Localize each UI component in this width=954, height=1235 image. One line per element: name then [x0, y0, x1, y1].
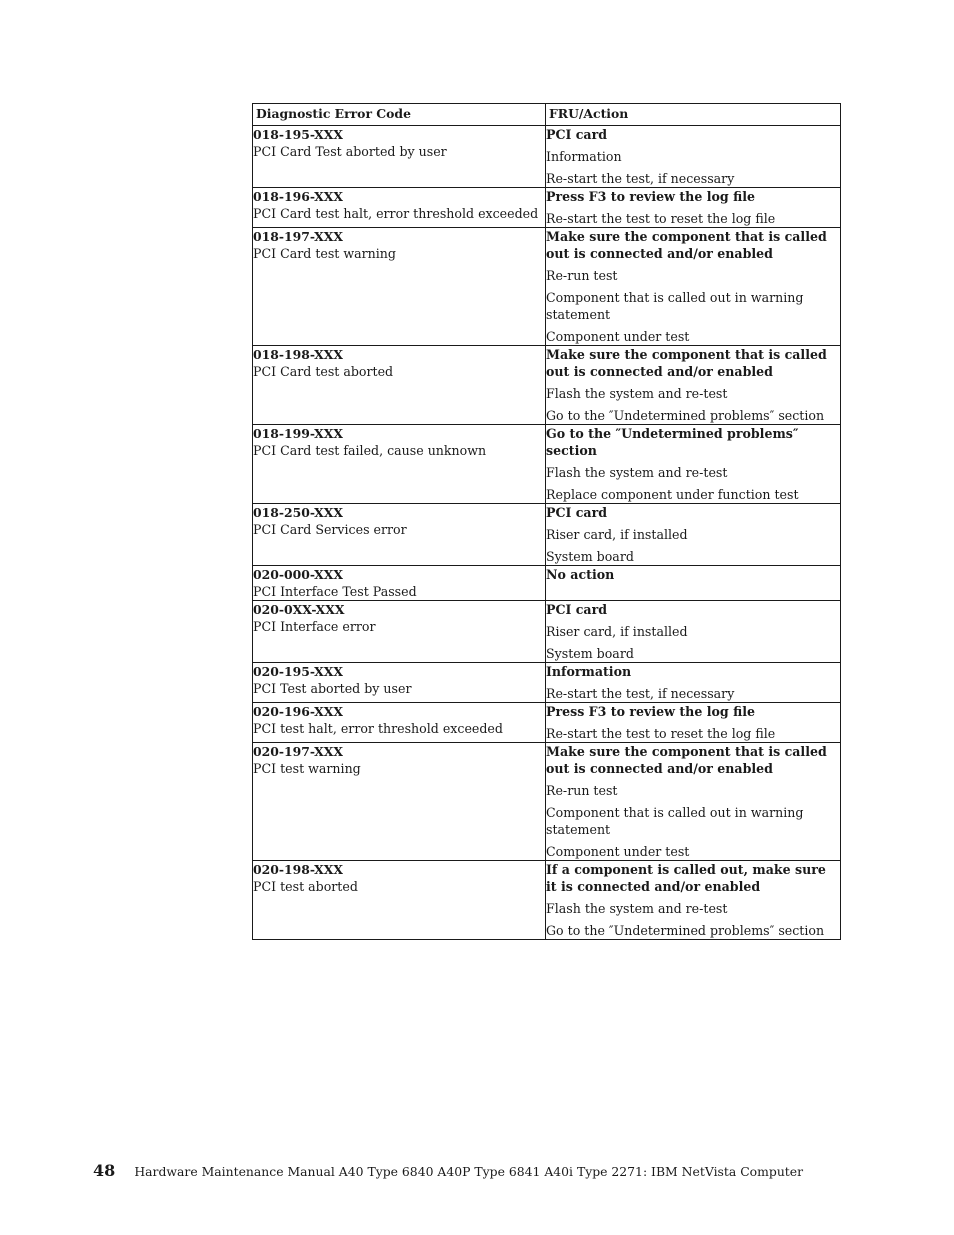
error-code-cell — [253, 126, 546, 188]
table-row — [253, 504, 841, 566]
table-row — [253, 743, 841, 861]
fru-action-item: Re-run test — [546, 783, 618, 798]
error-description: PCI Card test halt, error threshold exceeded — [253, 206, 539, 221]
error-code: 018-195-XXX — [253, 127, 343, 142]
error-code-cell — [253, 188, 546, 228]
fru-action-cell — [546, 743, 841, 861]
table-row — [253, 346, 841, 425]
table-row — [253, 425, 841, 504]
error-code: 018-198-XXX — [253, 347, 343, 362]
error-description: PCI Card test failed, cause unknown — [253, 443, 487, 458]
error-code: 018-250-XXX — [253, 505, 343, 520]
footer-title: Hardware Maintenance Manual A40 Type 6840 A40P Type 6841 A40i Type 2271: IBM NetVista Computer — [134, 1164, 804, 1179]
error-code: 020-197-XXX — [253, 744, 343, 759]
fru-action-item: Component that is called out in warning statement — [546, 805, 804, 837]
fru-action-cell — [546, 663, 841, 703]
table-body — [253, 126, 841, 940]
fru-action-item: System board — [546, 646, 634, 661]
error-code: 020-198-XXX — [253, 862, 343, 877]
fru-action-item: Replace component under function test — [546, 487, 799, 502]
fru-action-item: Go to the ″Undetermined problems″ section — [546, 408, 825, 423]
column-header-fru-action: FRU/Action — [546, 104, 841, 126]
fru-action-item: Component that is called out in warning statement — [546, 290, 804, 322]
fru-action-item: PCI card — [546, 602, 608, 617]
fru-action-item: Riser card, if installed — [546, 527, 688, 542]
fru-action-item: Make sure the component that is called out is connected and/or enabled — [546, 744, 827, 776]
error-code-cell — [253, 228, 546, 346]
fru-action-item: Information — [546, 664, 632, 679]
error-description: PCI Card Test aborted by user — [253, 144, 447, 159]
error-code: 020-195-XXX — [253, 664, 343, 679]
column-header-error-code: Diagnostic Error Code — [253, 104, 546, 126]
error-code-cell — [253, 504, 546, 566]
table-row — [253, 663, 841, 703]
error-code: 020-000-XXX — [253, 567, 343, 582]
error-description: PCI Card Services error — [253, 522, 407, 537]
fru-action-item: Riser card, if installed — [546, 624, 688, 639]
table-row — [253, 566, 841, 601]
table-header-row — [253, 104, 841, 126]
error-code-cell — [253, 346, 546, 425]
fru-action-item: No action — [546, 567, 615, 582]
error-code-cell — [253, 703, 546, 743]
fru-action-cell — [546, 601, 841, 663]
fru-action-item: Make sure the component that is called out is connected and/or enabled — [546, 229, 827, 261]
table-row — [253, 188, 841, 228]
fru-action-item: Re-start the test, if necessary — [546, 686, 735, 701]
error-description: PCI test warning — [253, 761, 361, 776]
error-description: PCI test halt, error threshold exceeded — [253, 721, 503, 736]
fru-action-item: Re-start the test to reset the log file — [546, 211, 776, 226]
error-code: 018-196-XXX — [253, 189, 343, 204]
error-description: PCI Card test warning — [253, 246, 396, 261]
fru-action-item: Information — [546, 149, 622, 164]
page-footer — [93, 1161, 803, 1180]
fru-action-cell — [546, 504, 841, 566]
error-description: PCI Test aborted by user — [253, 681, 412, 696]
page-number: 48 — [93, 1161, 116, 1180]
fru-action-item: Press F3 to review the log file — [546, 189, 756, 204]
error-code-cell — [253, 425, 546, 504]
fru-action-cell — [546, 861, 841, 940]
table-row — [253, 703, 841, 743]
fru-action-cell — [546, 425, 841, 504]
fru-action-cell — [546, 346, 841, 425]
fru-action-item: Make sure the component that is called out is connected and/or enabled — [546, 347, 827, 379]
error-code: 018-199-XXX — [253, 426, 343, 441]
table-row — [253, 861, 841, 940]
table-row — [253, 228, 841, 346]
error-description: PCI test aborted — [253, 879, 358, 894]
fru-action-item: Component under test — [546, 844, 690, 859]
table-row — [253, 126, 841, 188]
fru-action-item: Re-start the test, if necessary — [546, 171, 735, 186]
error-description: PCI Card test aborted — [253, 364, 394, 379]
fru-action-item: Press F3 to review the log file — [546, 704, 756, 719]
fru-action-cell — [546, 126, 841, 188]
fru-action-item: Re-start the test to reset the log file — [546, 726, 776, 741]
error-code-cell — [253, 663, 546, 703]
fru-action-item: Re-run test — [546, 268, 618, 283]
fru-action-cell — [546, 188, 841, 228]
fru-action-cell — [546, 228, 841, 346]
error-code: 020-0XX-XXX — [253, 602, 345, 617]
fru-action-item: PCI card — [546, 127, 608, 142]
fru-action-item: Flash the system and re-test — [546, 386, 728, 401]
error-code-cell — [253, 566, 546, 601]
fru-action-item: PCI card — [546, 505, 608, 520]
fru-action-cell — [546, 703, 841, 743]
error-description: PCI Interface error — [253, 619, 376, 634]
fru-action-item: Go to the ″Undetermined problems″ section — [546, 923, 825, 938]
fru-action-item: Component under test — [546, 329, 690, 344]
fru-action-item: Flash the system and re-test — [546, 901, 728, 916]
error-description: PCI Interface Test Passed — [253, 584, 417, 599]
table-row — [253, 601, 841, 663]
error-code: 018-197-XXX — [253, 229, 343, 244]
fru-action-cell — [546, 566, 841, 601]
error-code-cell — [253, 861, 546, 940]
fru-action-item: System board — [546, 549, 634, 564]
error-code: 020-196-XXX — [253, 704, 343, 719]
error-code-cell — [253, 601, 546, 663]
fru-action-item: If a component is called out, make sure it is connected and/or enabled — [546, 862, 826, 894]
error-code-cell — [253, 743, 546, 861]
fru-action-item: Flash the system and re-test — [546, 465, 728, 480]
fru-action-item: Go to the ″Undetermined problems″ section — [546, 426, 799, 458]
diagnostic-error-table — [252, 103, 841, 940]
